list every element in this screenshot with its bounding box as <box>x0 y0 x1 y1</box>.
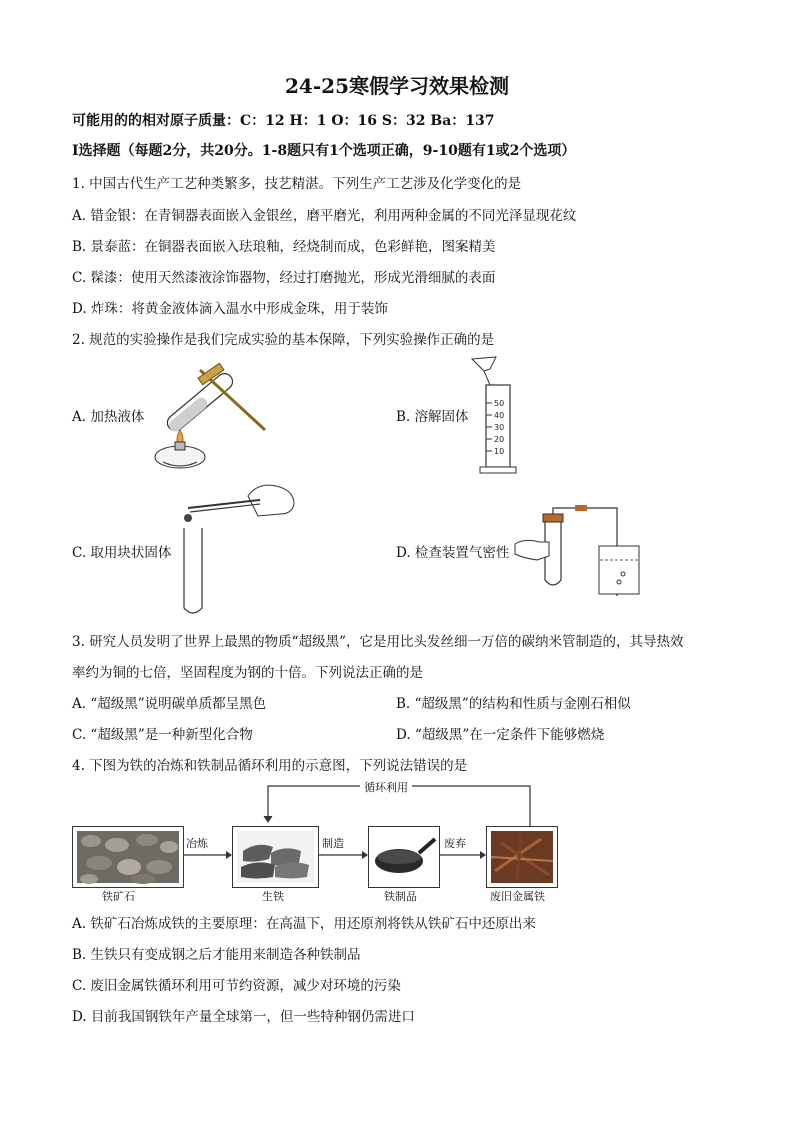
q3-stem-line1: 3. 研究人员发明了世界上最黑的物质“超级黑”，它是用比头发丝细一万倍的碳纳米管制造的，其导热效 <box>72 634 684 650</box>
q3-stem-line2: 率约为铜的七倍，坚固程度为钢的十倍。下列说法正确的是 <box>72 665 423 681</box>
cylinder-mark-10: 10 <box>494 447 505 456</box>
cylinder-mark-30: 30 <box>494 423 505 432</box>
q2-stem: 2. 规范的实验操作是我们完成实验的基本保障，下列实验操作正确的是 <box>72 332 495 348</box>
q4-option-a: A. 铁矿石冶炼成铁的主要原理：在高温下，用还原剂将铁从铁矿石中还原出来 <box>72 916 536 932</box>
atomic-mass-line: 可能用的的相对原子质量：C：12 H：1 O：16 S：32 Ba：137 <box>72 113 495 129</box>
node-label-pig-iron: 生铁 <box>262 890 284 903</box>
page-title: 24-25寒假学习效果检测 <box>285 74 509 98</box>
cylinder-mark-50: 50 <box>494 399 505 408</box>
wok-image <box>371 831 437 883</box>
loop-label: 循环利用 <box>360 779 412 795</box>
cylinder-mark-40: 40 <box>494 411 505 420</box>
node-label-iron-ore: 铁矿石 <box>102 890 135 903</box>
node-iron-ore <box>72 826 184 888</box>
q3-option-d: D. “超级黑”在一定条件下能够燃烧 <box>396 727 605 743</box>
q1-option-b: B. 景泰蓝：在铜器表面嵌入珐琅釉，经烧制而成，色彩鲜艳，图案精美 <box>72 239 496 255</box>
q2-option-a: A. 加热液体 <box>72 409 145 425</box>
arrow-label-smelting: 冶炼 <box>186 837 208 850</box>
node-label-scrap-metal: 废旧金属铁 <box>490 890 545 903</box>
q4-option-d: D. 目前我国钢铁年产量全球第一，但一些特种钢仍需进口 <box>72 1009 415 1025</box>
iron-ore-image <box>77 831 179 883</box>
q4-option-b: B. 生铁只有变成钢之后才能用来制造各种铁制品 <box>72 947 361 963</box>
q1-option-d: D. 炸珠：将黄金液体滴入温水中形成金珠，用于装饰 <box>72 301 388 317</box>
q1-option-a: A. 错金银：在青铜器表面嵌入金银丝，磨平磨光，利用两种金属的不同光泽显现花纹 <box>72 208 577 224</box>
node-iron-products <box>368 826 440 888</box>
pig-iron-image <box>237 831 314 883</box>
q2-option-d: D. 检查装置气密性 <box>396 545 510 561</box>
arrow-label-discarding: 废弃 <box>444 837 466 850</box>
airtightness-figure <box>515 500 645 598</box>
cylinder-mark-20: 20 <box>494 435 505 444</box>
q4-option-c: C. 废旧金属铁循环利用可节约资源，减少对环境的污染 <box>72 978 401 994</box>
arrow-label-manufacturing: 制造 <box>322 837 344 850</box>
q2-option-c: C. 取用块状固体 <box>72 545 172 561</box>
q4-stem: 4. 下图为铁的冶炼和铁制品循环利用的示意图，下列说法错误的是 <box>72 758 468 774</box>
q3-option-a: A. “超级黑”说明碳单质都呈黑色 <box>72 696 267 712</box>
q2-option-b: B. 溶解固体 <box>396 409 469 425</box>
node-pig-iron <box>232 826 319 888</box>
q1-stem: 1. 中国古代生产工艺种类繁多，技艺精湛。下列生产工艺涉及化学变化的是 <box>72 176 522 192</box>
section-title: I选择题（每题2分，共20分。1-8题只有1个选项正确，9-10题有1或2个选项） <box>72 143 576 159</box>
solid-sampling-figure <box>178 482 298 614</box>
node-scrap-metal <box>486 826 558 888</box>
heating-liquid-figure <box>145 360 275 475</box>
scrap-metal-image <box>491 831 553 883</box>
q1-option-c: C. 髹漆：使用天然漆液涂饰器物，经过打磨抛光，形成光滑细腻的表面 <box>72 270 496 286</box>
iron-cycle-diagram <box>72 780 562 905</box>
graduated-cylinder-figure <box>470 355 530 475</box>
q3-option-c: C. “超级黑”是一种新型化合物 <box>72 727 253 743</box>
q3-option-b: B. “超级黑”的结构和性质与金刚石相似 <box>396 696 631 712</box>
node-label-iron-products: 铁制品 <box>384 890 417 903</box>
